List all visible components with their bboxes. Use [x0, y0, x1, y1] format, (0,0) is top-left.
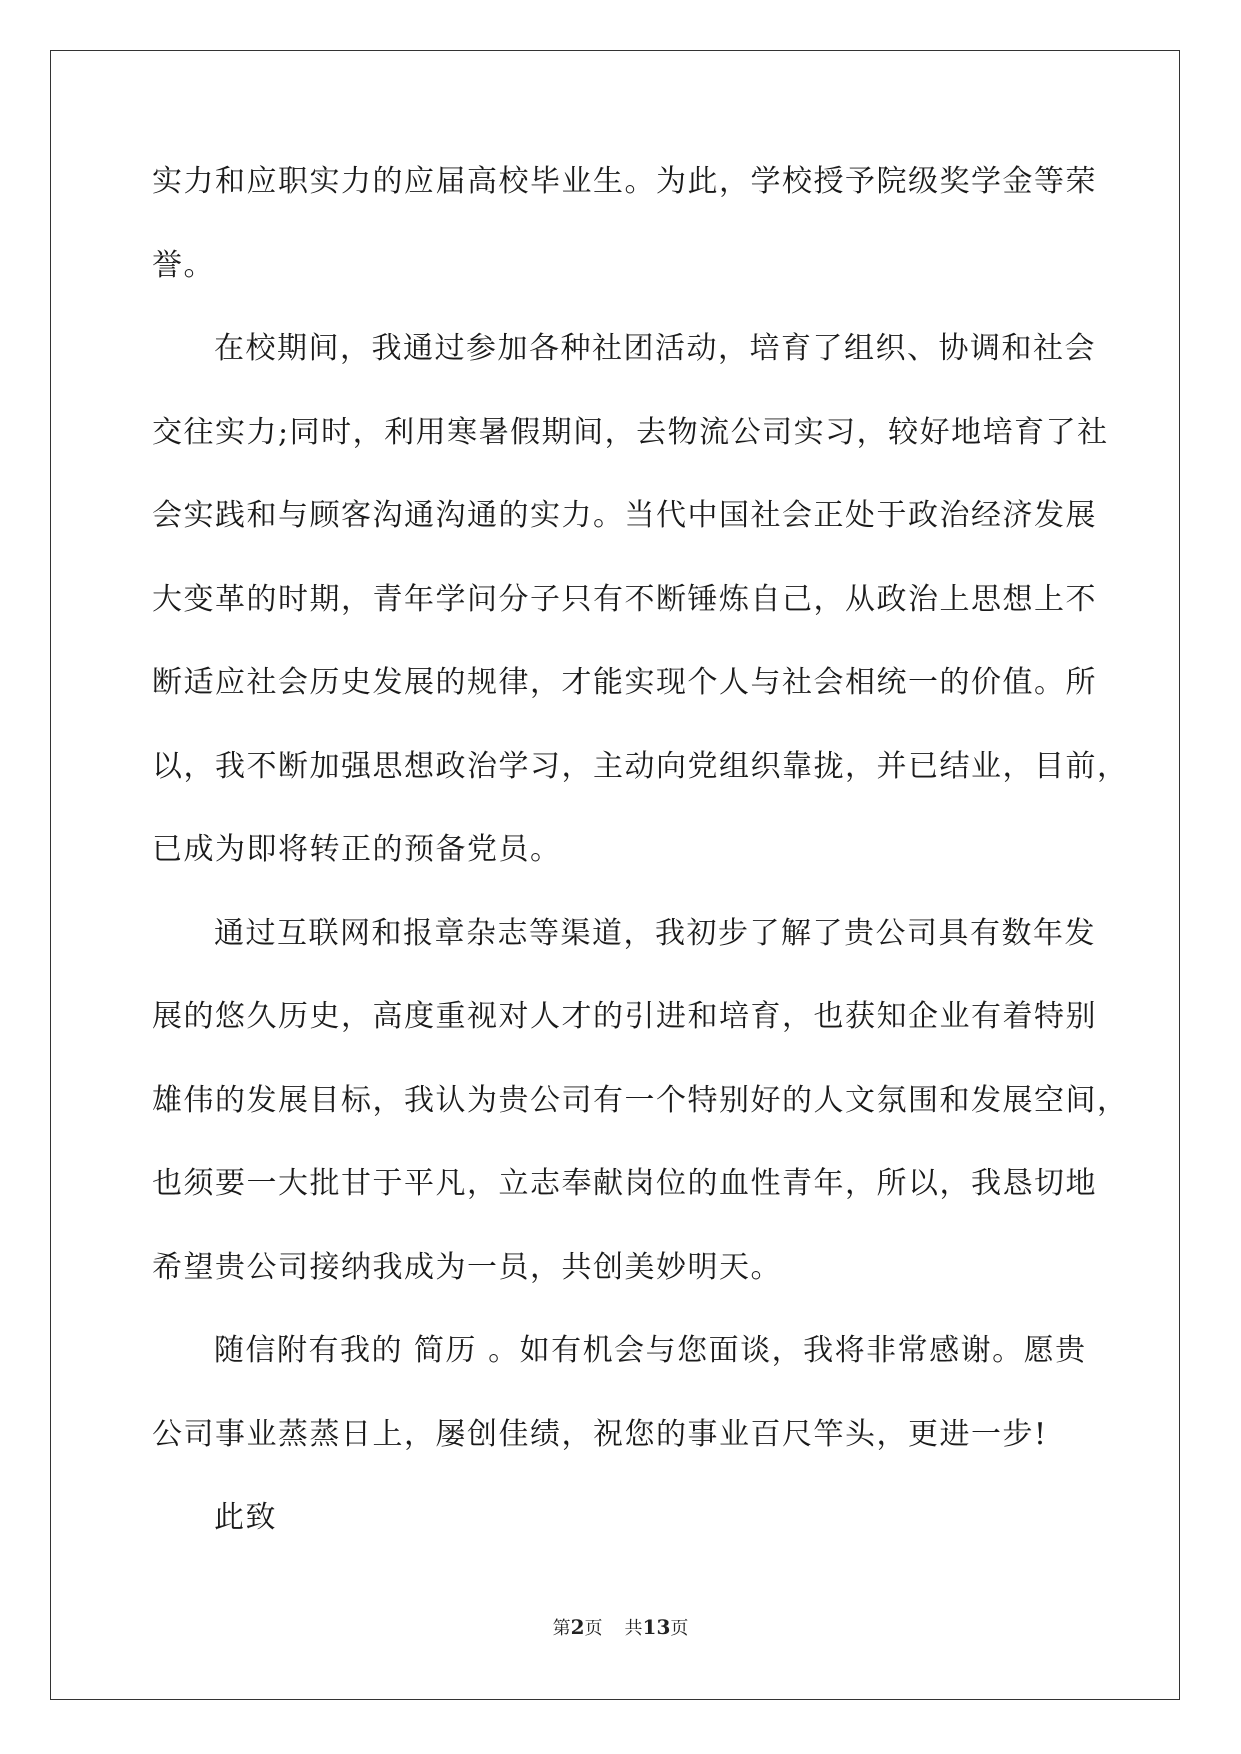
letter-body [152, 160, 1129, 1580]
text-line-14: 希望贵公司接纳我成为一员，共创美妙明天。 [152, 1249, 782, 1285]
text-line-17: 此致 [214, 1500, 277, 1535]
text-line-15: 随信附有我的 简历 。如有机会与您面谈，我将非常感谢。愿贵 [214, 1333, 1087, 1368]
text-line-11: 展的悠久历史，高度重视对人才的引进和培育，也获知企业有着特别 [152, 999, 1097, 1034]
total-suffix: 页 [670, 1618, 689, 1639]
current-page-number: 2 [570, 1615, 585, 1639]
text-line-7: 断适应社会历史发展的规律，才能实现个人与社会相统一的价值。所 [152, 665, 1097, 700]
text-line-16: 公司事业蒸蒸日上，屡创佳绩，祝您的事业百尺竿头，更进一步! [152, 1416, 1048, 1452]
text-line-12: 雄伟的发展目标，我认为贵公司有一个特别好的人文氛围和发展空间， [152, 1082, 1129, 1118]
text-line-8: 以，我不断加强思想政治学习，主动向党组织靠拢，并已结业，目前， [152, 748, 1129, 784]
page-prefix: 第 [552, 1618, 571, 1639]
page-footer [0, 1614, 1241, 1640]
total-page-number: 13 [642, 1615, 671, 1639]
total-prefix: 共 [624, 1618, 643, 1639]
text-line-2: 誉。 [152, 247, 215, 283]
page-suffix: 页 [584, 1618, 603, 1639]
text-line-4: 交往实力;同时，利用寒暑假期间，去物流公司实习，较好地培育了社 [152, 414, 1109, 450]
text-line-13: 也须要一大批甘于平凡，立志奉献岗位的血性青年，所以，我恳切地 [152, 1166, 1097, 1201]
text-line-10: 通过互联网和报章杂志等渠道，我初步了解了贵公司具有数年发 [214, 915, 1096, 951]
text-line-5: 会实践和与顾客沟通沟通的实力。当代中国社会正处于政治经济发展 [152, 498, 1097, 533]
text-line-3: 在校期间，我通过参加各种社团活动，培育了组织、协调和社会 [214, 331, 1096, 366]
text-line-6: 大变革的时期，青年学问分子只有不断锤炼自己，从政治上思想上不 [152, 581, 1097, 617]
text-line-1: 实力和应职实力的应届高校毕业生。为此，学校授予院级奖学金等荣 [152, 164, 1097, 199]
text-line-9: 已成为即将转正的预备党员。 [152, 832, 562, 867]
